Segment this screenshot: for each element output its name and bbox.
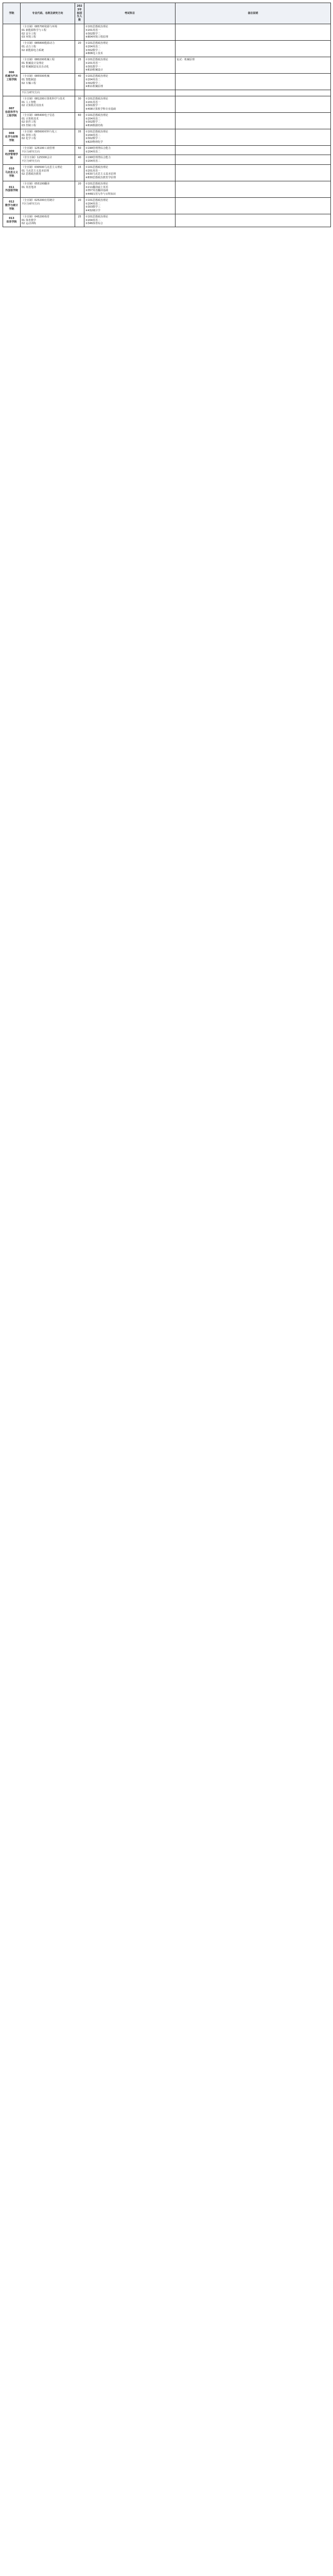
school-cell: 013 体育学院 (3, 214, 21, 227)
count-cell: 20 (75, 181, 84, 197)
major-cell: 不区分研究方向 (21, 90, 75, 96)
count-cell: 20 (75, 197, 84, 214)
exam-cell: ①101思想政治理论 ②204英语二 ③302数学二 ④816数据结构 (84, 112, 176, 129)
exam-cell: ①101思想政治理论 ②204英语二 ③346体育综合 (84, 214, 176, 227)
exam-cell: ①101思想政治理论 ②211翻译硕士英语 ③357英语翻译基础 ④448汉语写作与百科知识 (84, 181, 176, 197)
note-cell (176, 96, 331, 112)
exam-cell (84, 90, 176, 96)
major-cell: （非全日制）125300会计 不区分研究方向 (21, 155, 75, 165)
school-cell: 011 外国语学院 (3, 181, 21, 197)
exam-cell: ①199管理类综合能力 ②204英语二 (84, 155, 176, 165)
major-cell: （全日制）045200体育 01 体育教学 02 运动训练 (21, 214, 75, 227)
major-cell: （全日制）085500机械 01 智能制造 02 车辆工程 (21, 74, 75, 90)
header-school: 学院 (3, 3, 21, 24)
note-cell (176, 164, 331, 181)
major-cell: （全日制）085400电子信息 01 计算机技术 02 软件工程 03 控制工程 (21, 112, 75, 129)
count-cell: 60 (75, 112, 84, 129)
school-cell: 008 化学与材料学院 (3, 129, 21, 145)
school-cell: 010 马克思主义学院 (3, 164, 21, 181)
table-row (3, 112, 331, 129)
table-row (3, 145, 331, 155)
major-cell: （全日制）080200机械工程 01 机械设计及理论 02 机械制造及其自动化 (21, 57, 75, 74)
major-cell: （全日制）025200应用统计 不区分研究方向 (21, 197, 75, 214)
exam-cell: ①101思想政治理论 ②204英语二 ③303数学三 ④432统计学 (84, 197, 176, 214)
note-cell (176, 129, 331, 145)
school-cell: 007 信息科学与工程学院 (3, 96, 21, 129)
count-cell: 25 (75, 57, 84, 74)
note-cell (176, 24, 331, 41)
header-note: 备注说明 (176, 3, 331, 24)
count-cell: 25 (75, 214, 84, 227)
table-row (3, 164, 331, 181)
admission-table (3, 3, 331, 227)
major-cell: （全日制）030500马克思主义理论 01 马克思主义基本原理 02 思想政治教育 (21, 164, 75, 181)
table-row (3, 155, 331, 165)
table-row (3, 197, 331, 214)
table-row (3, 214, 331, 227)
note-cell (176, 74, 331, 90)
note-cell (176, 41, 331, 57)
school-cell: 006 机械与汽车工程学院 (3, 57, 21, 96)
major-cell: （全日制）085800能源动力 01 动力工程 02 新能源电力系统 (21, 41, 75, 57)
header-exam: 考试科目 (84, 3, 176, 24)
count-cell: 20 (75, 41, 84, 57)
count-cell: 30 (75, 96, 84, 112)
exam-cell: ①101思想政治理论 ②204英语二 ③302数学二 ④806电工技术 (84, 41, 176, 57)
table-row (3, 96, 331, 112)
count-cell: 50 (75, 145, 84, 155)
exam-cell: ①101思想政治理论 ②204英语二 ③302数学二 ④820物理化学 (84, 129, 176, 145)
exam-cell: ①101思想政治理论 ②201英语一 ③301数学一 ④810机械设计 (84, 57, 176, 74)
note-cell (176, 181, 331, 197)
table-row (3, 181, 331, 197)
note-cell: 复试：机械原理 (176, 57, 331, 74)
exam-cell: ①199管理类综合能力 ②204英语二 (84, 145, 176, 155)
note-cell (176, 214, 331, 227)
table-row (3, 129, 331, 145)
header-count: 2023年拟招生人数 (75, 3, 84, 24)
exam-cell: ①101思想政治理论 ②204英语二 ③302数学二 ④811机械原理 (84, 74, 176, 90)
count-cell: 40 (75, 155, 84, 165)
count-cell (75, 24, 84, 41)
major-cell: （全日制）085700资源与环境 01 新能源科学与工程 02 安全工程 03 环境工程 (21, 24, 75, 41)
exam-cell: ①101思想政治理论 ②201英语一 ③630马克思主义基本原理 ④830思想政治教育学原理 (84, 164, 176, 181)
note-cell (176, 155, 331, 165)
note-cell (176, 145, 331, 155)
table-row (3, 41, 331, 57)
count-cell (75, 90, 84, 96)
header-major: 专业代码、名称及研究方向 (21, 3, 75, 24)
note-cell (176, 197, 331, 214)
major-cell: （全日制）085600材料与化工 01 材料工程 02 化学工程 (21, 129, 75, 145)
major-cell: （全日制）125100工商管理 不区分研究方向 (21, 145, 75, 155)
note-cell (176, 112, 331, 129)
table-row (3, 24, 331, 41)
table-row (3, 57, 331, 74)
school-cell: 009 经济管理学院 (3, 145, 21, 164)
note-cell (176, 90, 331, 96)
count-cell: 35 (75, 129, 84, 145)
count-cell: 40 (75, 74, 84, 90)
school-cell (3, 24, 21, 57)
table-row (3, 90, 331, 96)
table-body (3, 24, 331, 227)
table-header (3, 3, 331, 24)
major-cell: （全日制）081200计算机科学与技术 01 人工智能 02 计算机应用技术 (21, 96, 75, 112)
major-cell: （全日制）055100翻译 01 英语笔译 (21, 181, 75, 197)
school-cell: 012 数学与统计学院 (3, 197, 21, 214)
exam-cell: ①101思想政治理论 ②201英语一 ③301数学一 ④408计算机学科专业基础 (84, 96, 176, 112)
count-cell: 15 (75, 164, 84, 181)
exam-cell: ①101思想政治理论 ②201英语一 ③302数学二 ④804环境工程原理 (84, 24, 176, 41)
table-row (3, 74, 331, 90)
